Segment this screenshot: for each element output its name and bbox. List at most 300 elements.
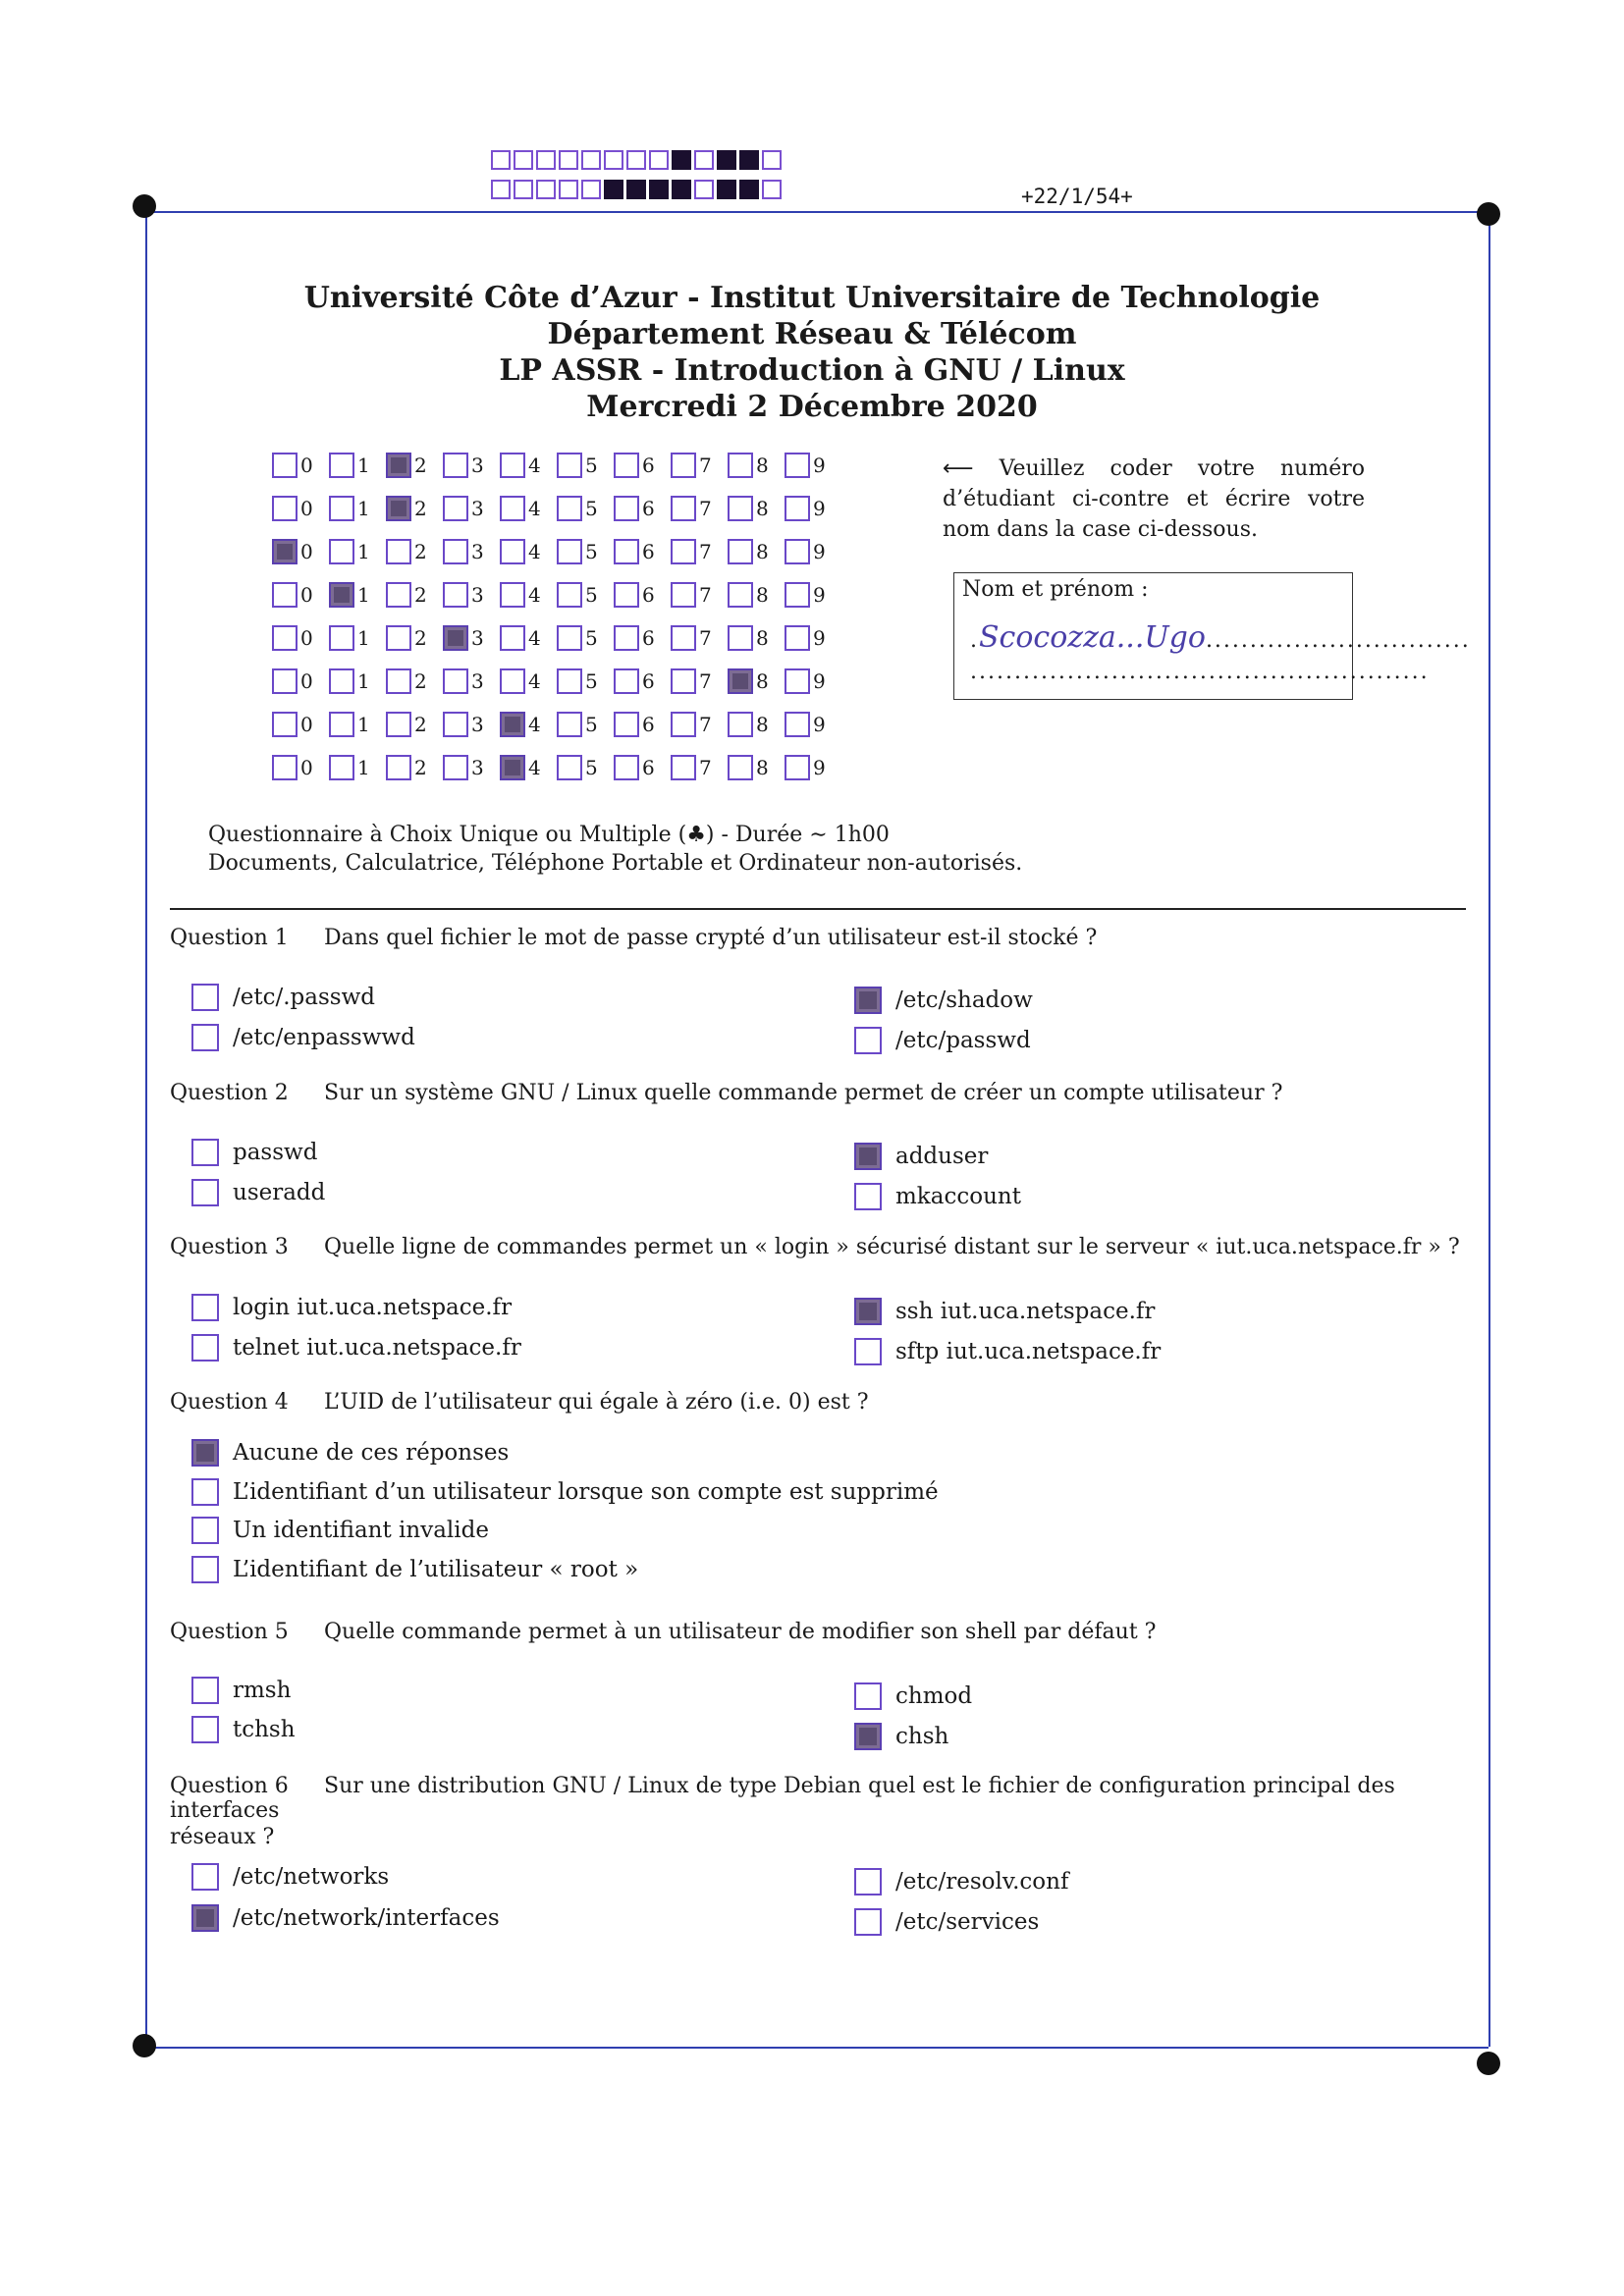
student-id-cell [728, 496, 785, 521]
digit-checkbox[interactable] [557, 539, 582, 564]
student-id-cell [443, 712, 500, 737]
answer-label: ssh iut.uca.netspace.fr [895, 1299, 1156, 1324]
digit-label: 7 [699, 713, 712, 736]
student-id-cell [728, 668, 785, 694]
digit-checkbox[interactable] [443, 453, 468, 478]
digit-checkbox[interactable] [500, 453, 525, 478]
digit-label: 0 [300, 626, 313, 650]
answer-checkbox[interactable] [854, 1682, 882, 1710]
digit-label: 5 [585, 713, 598, 736]
digit-label: 3 [471, 583, 484, 607]
barcode-bit [694, 150, 714, 170]
digit-label: 0 [300, 756, 313, 779]
answer-checkbox[interactable] [191, 1139, 219, 1166]
answer-checkbox[interactable] [191, 1024, 219, 1051]
digit-checkbox[interactable] [671, 668, 696, 694]
digit-label: 1 [357, 756, 370, 779]
digit-checkbox[interactable] [329, 625, 354, 651]
student-id-cell [671, 712, 728, 737]
answer-checkbox[interactable] [191, 1334, 219, 1362]
digit-label: 6 [642, 669, 655, 693]
answer-label: tchsh [233, 1717, 296, 1742]
answer-option[interactable] [191, 1904, 500, 1932]
answer-checkbox[interactable] [854, 1723, 882, 1750]
student-id-cell [500, 755, 557, 780]
digit-checkbox[interactable] [671, 582, 696, 608]
digit-checkbox[interactable] [785, 496, 810, 521]
digit-label: 9 [813, 756, 826, 779]
student-id-cell [500, 539, 557, 564]
answer-option[interactable] [854, 1338, 1161, 1365]
answer-option[interactable] [854, 1183, 1021, 1210]
student-id-cell [614, 668, 671, 694]
digit-label: 7 [699, 497, 712, 520]
divider [170, 908, 1466, 910]
student-id-cell [500, 712, 557, 737]
digit-checkbox[interactable] [557, 755, 582, 780]
student-id-cell [785, 539, 841, 564]
digit-checkbox[interactable] [557, 625, 582, 651]
digit-label: 5 [585, 626, 598, 650]
digit-checkbox[interactable] [785, 453, 810, 478]
barcode-bit [514, 180, 533, 199]
student-id-cell [614, 539, 671, 564]
answer-checkbox[interactable] [191, 1677, 219, 1704]
answer-label: /etc/passwd [895, 1028, 1031, 1053]
student-id-cell [785, 453, 841, 478]
student-id-row [272, 746, 841, 789]
answer-option[interactable] [191, 1556, 638, 1583]
digit-checkbox[interactable] [329, 668, 354, 694]
barcode-bit [491, 180, 511, 199]
student-id-cell [272, 668, 329, 694]
digit-checkbox[interactable] [386, 712, 411, 737]
student-id-cell [614, 712, 671, 737]
answer-option[interactable] [191, 1139, 317, 1166]
digit-checkbox[interactable] [272, 496, 298, 521]
id-instructions [943, 454, 1365, 545]
digit-checkbox[interactable] [614, 668, 639, 694]
digit-checkbox[interactable] [443, 625, 468, 651]
barcode-bit [739, 180, 759, 199]
digit-checkbox[interactable] [557, 582, 582, 608]
question-text-continued: réseaux ? [170, 1825, 275, 1849]
digit-label: 8 [756, 454, 769, 477]
answer-checkbox[interactable] [191, 1517, 219, 1544]
digit-checkbox[interactable] [443, 496, 468, 521]
digit-label: 4 [528, 713, 541, 736]
digit-checkbox[interactable] [728, 668, 753, 694]
barcode-row [491, 150, 785, 170]
left-arrow-icon: ⟵ [943, 456, 974, 481]
digit-label: 7 [699, 454, 712, 477]
student-id-cell [386, 712, 443, 737]
name-box-label: Nom et prénom : [962, 577, 1149, 602]
digit-label: 8 [756, 583, 769, 607]
digit-label: 3 [471, 454, 484, 477]
answer-checkbox[interactable] [191, 1556, 219, 1583]
digit-checkbox[interactable] [386, 668, 411, 694]
answer-checkbox[interactable] [191, 1716, 219, 1743]
registration-dot-top-left [133, 194, 156, 218]
student-id-cell [386, 668, 443, 694]
barcode-bit [626, 180, 646, 199]
digit-label: 1 [357, 497, 370, 520]
student-id-cell [443, 539, 500, 564]
digit-checkbox[interactable] [272, 712, 298, 737]
digit-label: 5 [585, 454, 598, 477]
student-id-cell [500, 625, 557, 651]
student-id-cell [386, 539, 443, 564]
question-title [170, 926, 1476, 950]
student-id-cell [500, 668, 557, 694]
digit-checkbox[interactable] [386, 625, 411, 651]
student-id-row [272, 487, 841, 530]
answer-checkbox[interactable] [191, 1294, 219, 1321]
digit-checkbox[interactable] [557, 453, 582, 478]
answer-label: /etc/networks [233, 1864, 390, 1890]
digit-checkbox[interactable] [443, 539, 468, 564]
answer-option[interactable] [854, 1298, 1155, 1325]
answer-option[interactable] [191, 1716, 296, 1743]
digit-checkbox[interactable] [671, 496, 696, 521]
digit-checkbox[interactable] [500, 496, 525, 521]
barcode-bit [649, 150, 669, 170]
digit-checkbox[interactable] [329, 712, 354, 737]
question-title [170, 1620, 1476, 1644]
answer-checkbox[interactable] [854, 1027, 882, 1054]
digit-checkbox[interactable] [500, 755, 525, 780]
answer-option[interactable] [191, 1517, 489, 1544]
answer-checkbox[interactable] [854, 1143, 882, 1170]
student-id-cell [329, 625, 386, 651]
barcode-bit [491, 150, 511, 170]
digit-checkbox[interactable] [329, 539, 354, 564]
digit-label: 3 [471, 713, 484, 736]
student-id-cell [614, 625, 671, 651]
digit-label: 1 [357, 583, 370, 607]
student-id-cell [329, 582, 386, 608]
digit-checkbox[interactable] [443, 582, 468, 608]
digit-checkbox[interactable] [728, 453, 753, 478]
digit-checkbox[interactable] [272, 668, 298, 694]
answer-option[interactable] [854, 1908, 1039, 1936]
answer-label: /etc/enpasswwd [233, 1025, 415, 1050]
answer-option[interactable] [854, 1868, 1068, 1896]
answer-option[interactable] [854, 1027, 1031, 1054]
student-id-cell [728, 625, 785, 651]
digit-checkbox[interactable] [272, 582, 298, 608]
digit-checkbox[interactable] [671, 453, 696, 478]
barcode-bit [581, 180, 601, 199]
answer-label: chsh [895, 1724, 949, 1749]
digit-checkbox[interactable] [614, 712, 639, 737]
digit-checkbox[interactable] [728, 755, 753, 780]
digit-checkbox[interactable] [785, 755, 810, 780]
digit-label: 8 [756, 669, 769, 693]
barcode-bit [559, 150, 578, 170]
digit-checkbox[interactable] [386, 539, 411, 564]
answer-label: telnet iut.uca.netspace.fr [233, 1335, 521, 1361]
digit-checkbox[interactable] [785, 582, 810, 608]
student-id-cell [785, 668, 841, 694]
digit-label: 9 [813, 454, 826, 477]
answer-label: mkaccount [895, 1184, 1021, 1209]
digit-checkbox[interactable] [671, 755, 696, 780]
student-id-cell [272, 582, 329, 608]
digit-checkbox[interactable] [500, 625, 525, 651]
digit-checkbox[interactable] [614, 755, 639, 780]
student-id-cell [272, 755, 329, 780]
registration-dot-top-right [1477, 202, 1500, 226]
answer-checkbox[interactable] [191, 1863, 219, 1891]
digit-label: 3 [471, 756, 484, 779]
question-number: Question 5 [170, 1620, 289, 1644]
answer-label: /etc/resolv.conf [895, 1869, 1069, 1895]
answer-checkbox[interactable] [191, 1179, 219, 1206]
digit-checkbox[interactable] [500, 668, 525, 694]
question-text: Sur une distribution GNU / Linux de type Debian quel est le fichier de configuration principal des interfaces [170, 1774, 1395, 1823]
digit-checkbox[interactable] [785, 625, 810, 651]
digit-checkbox[interactable] [557, 668, 582, 694]
digit-label: 6 [642, 713, 655, 736]
digit-checkbox[interactable] [614, 539, 639, 564]
digit-label: 8 [756, 756, 769, 779]
digit-label: 2 [414, 669, 427, 693]
student-id-row [272, 616, 841, 660]
answer-label: adduser [895, 1144, 989, 1169]
answer-option[interactable] [854, 1682, 972, 1710]
digit-label: 8 [756, 497, 769, 520]
student-id-cell [557, 539, 614, 564]
handwritten-name: Scocozza...Ugo [979, 620, 1206, 655]
student-id-cell [386, 755, 443, 780]
digit-checkbox[interactable] [614, 496, 639, 521]
barcode-bit [717, 180, 736, 199]
answer-option[interactable] [854, 987, 1033, 1014]
digit-checkbox[interactable] [614, 453, 639, 478]
student-id-cell [272, 625, 329, 651]
barcode-bit [649, 180, 669, 199]
answer-option[interactable] [191, 1024, 415, 1051]
exam-info [208, 821, 1022, 878]
frame-bottom-line [145, 2047, 1489, 2049]
barcode-bit [762, 150, 782, 170]
student-id-cell [614, 496, 671, 521]
digit-checkbox[interactable] [443, 712, 468, 737]
digit-label: 5 [585, 540, 598, 563]
question-title [170, 1235, 1476, 1259]
digit-checkbox[interactable] [386, 582, 411, 608]
digit-label: 2 [414, 756, 427, 779]
answer-option[interactable] [191, 1677, 291, 1704]
question-number: Question 2 [170, 1081, 289, 1105]
digit-checkbox[interactable] [272, 625, 298, 651]
answer-label: /etc/network/interfaces [233, 1905, 500, 1931]
digit-checkbox[interactable] [671, 539, 696, 564]
answer-checkbox[interactable] [191, 1439, 219, 1467]
digit-label: 3 [471, 497, 484, 520]
digit-checkbox[interactable] [500, 712, 525, 737]
digit-checkbox[interactable] [272, 453, 298, 478]
answer-checkbox[interactable] [191, 984, 219, 1011]
digit-checkbox[interactable] [614, 625, 639, 651]
student-id-cell [728, 582, 785, 608]
digit-label: 2 [414, 626, 427, 650]
answer-option[interactable] [191, 1334, 521, 1362]
digit-label: 2 [414, 497, 427, 520]
student-id-cell [557, 582, 614, 608]
student-id-cell [671, 582, 728, 608]
answer-checkbox[interactable] [854, 1338, 882, 1365]
student-id-cell [785, 625, 841, 651]
answer-checkbox[interactable] [854, 1868, 882, 1896]
digit-label: 7 [699, 669, 712, 693]
answer-checkbox[interactable] [854, 1183, 882, 1210]
digit-checkbox[interactable] [272, 755, 298, 780]
digit-checkbox[interactable] [728, 582, 753, 608]
answer-option[interactable] [191, 1863, 389, 1891]
digit-label: 6 [642, 540, 655, 563]
student-id-cell [557, 668, 614, 694]
digit-checkbox[interactable] [500, 582, 525, 608]
digit-checkbox[interactable] [386, 453, 411, 478]
digit-label: 0 [300, 540, 313, 563]
exam-info-line-2: Documents, Calculatrice, Téléphone Portable et Ordinateur non-autorisés. [208, 851, 1023, 876]
digit-label: 9 [813, 626, 826, 650]
digit-label: 7 [699, 583, 712, 607]
student-id-cell [443, 453, 500, 478]
digit-checkbox[interactable] [329, 755, 354, 780]
digit-checkbox[interactable] [671, 625, 696, 651]
digit-label: 8 [756, 626, 769, 650]
barcode-bit [739, 150, 759, 170]
digit-checkbox[interactable] [443, 755, 468, 780]
student-id-cell [671, 453, 728, 478]
digit-label: 3 [471, 540, 484, 563]
question-text: Sur un système GNU / Linux quelle commande permet de créer un compte utilisateur ? [324, 1081, 1283, 1105]
answer-checkbox[interactable] [854, 987, 882, 1014]
digit-label: 1 [357, 454, 370, 477]
instructions-text: Veuillez coder votre numéro d’étudiant ci-contre et écrire votre nom dans la case ci-dessous. [943, 456, 1365, 542]
digit-label: 9 [813, 540, 826, 563]
digit-checkbox[interactable] [443, 668, 468, 694]
digit-label: 4 [528, 756, 541, 779]
digit-checkbox[interactable] [728, 625, 753, 651]
header-date: Mercredi 2 Décembre 2020 [586, 390, 1038, 424]
barcode-bit [514, 150, 533, 170]
digit-checkbox[interactable] [785, 539, 810, 564]
frame-top-line [145, 211, 1489, 213]
digit-label: 1 [357, 669, 370, 693]
answer-checkbox[interactable] [854, 1298, 882, 1325]
exam-header [0, 280, 1624, 425]
student-id-cell [671, 755, 728, 780]
digit-checkbox[interactable] [728, 712, 753, 737]
barcode-bit [559, 180, 578, 199]
digit-label: 8 [756, 713, 769, 736]
answer-option[interactable] [191, 1478, 939, 1506]
student-id-row [272, 703, 841, 746]
barcode-bit [694, 180, 714, 199]
student-id-cell [614, 453, 671, 478]
digit-label: 1 [357, 540, 370, 563]
digit-checkbox[interactable] [500, 539, 525, 564]
digit-label: 6 [642, 626, 655, 650]
digit-label: 4 [528, 626, 541, 650]
student-id-row [272, 444, 841, 487]
student-id-cell [329, 755, 386, 780]
digit-checkbox[interactable] [728, 496, 753, 521]
answer-checkbox[interactable] [191, 1904, 219, 1932]
digit-checkbox[interactable] [272, 539, 298, 564]
digit-label: 2 [414, 454, 427, 477]
digit-checkbox[interactable] [329, 496, 354, 521]
digit-checkbox[interactable] [785, 668, 810, 694]
digit-checkbox[interactable] [557, 496, 582, 521]
answer-option[interactable] [191, 1179, 325, 1206]
barcode-bit [604, 180, 623, 199]
exam-info-line-1: Questionnaire à Choix Unique ou Multiple (♣) - Durée ∼ 1h00 [208, 823, 890, 847]
student-id-cell [728, 712, 785, 737]
answer-option[interactable] [191, 1439, 509, 1467]
name-box[interactable] [953, 572, 1471, 700]
answer-checkbox[interactable] [854, 1908, 882, 1936]
question-number: Question 6 [170, 1774, 289, 1798]
student-id-cell [272, 712, 329, 737]
digit-checkbox[interactable] [329, 453, 354, 478]
digit-checkbox[interactable] [386, 755, 411, 780]
student-id-cell [785, 755, 841, 780]
student-id-row [272, 660, 841, 703]
student-id-row [272, 573, 841, 616]
digit-checkbox[interactable] [671, 712, 696, 737]
student-id-cell [329, 453, 386, 478]
digit-label: 9 [813, 713, 826, 736]
answer-option[interactable] [854, 1723, 948, 1750]
barcode-bit [581, 150, 601, 170]
digit-label: 0 [300, 454, 313, 477]
registration-dot-bottom-left [133, 2034, 156, 2057]
header-course: LP ASSR - Introduction à GNU / Linux [499, 353, 1125, 388]
student-id-cell [614, 755, 671, 780]
student-id-cell [443, 755, 500, 780]
answer-checkbox[interactable] [191, 1478, 219, 1506]
answer-option[interactable] [191, 984, 375, 1011]
digit-checkbox[interactable] [614, 582, 639, 608]
answer-label: chmod [895, 1683, 973, 1709]
digit-checkbox[interactable] [557, 712, 582, 737]
digit-checkbox[interactable] [386, 496, 411, 521]
digit-checkbox[interactable] [728, 539, 753, 564]
question-text: Dans quel fichier le mot de passe crypté d’un utilisateur est-il stocké ? [324, 926, 1098, 950]
question-number: Question 4 [170, 1390, 289, 1415]
student-id-cell [443, 582, 500, 608]
digit-label: 6 [642, 756, 655, 779]
answer-label: rmsh [233, 1678, 292, 1703]
digit-label: 0 [300, 497, 313, 520]
student-id-cell [557, 712, 614, 737]
digit-checkbox[interactable] [329, 582, 354, 608]
answer-label: L’identifiant d’un utilisateur lorsque son compte est supprimé [233, 1479, 939, 1505]
digit-checkbox[interactable] [785, 712, 810, 737]
answer-option[interactable] [191, 1294, 512, 1321]
student-id-cell [329, 712, 386, 737]
answer-option[interactable] [854, 1143, 988, 1170]
student-id-cell [443, 496, 500, 521]
barcode-bit [672, 150, 691, 170]
frame-right-line [1489, 211, 1490, 2047]
